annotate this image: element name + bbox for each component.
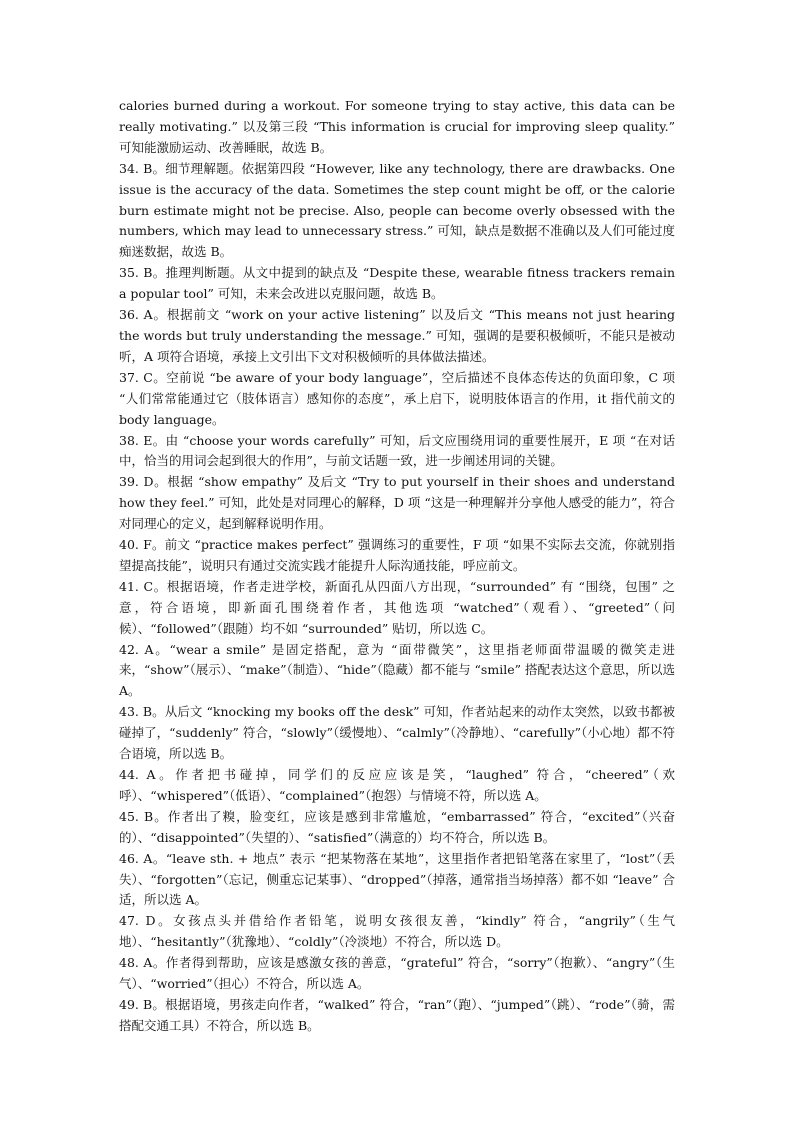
answer-39: 39. D。根据 “show empathy” 及后文 “Try to put yourself in their shoes and understand how they feel.” 可知，此处是对同理心的解释，D 项 “这是一种理解并分享他人感受的能力”，符合对同理心的定义，起到解释说明作用。 bbox=[119, 474, 675, 532]
answer-46: 46. A。“leave sth. + 地点” 表示 “把某物落在某地”，这里指作者把铅笔落在家里了，“lost”（丢失）、“forgotten”（忘记，侧重忘记某事）、“dropped”（掉落，通常指当场掉落）都不如 “leave” 合适，所以选 A。 bbox=[119, 850, 675, 908]
answer-47: 47. D。女孩点头并借给作者铅笔，说明女孩很友善，“kindly” 符合，“angrily”（生气地）、“hesitantly”（犹豫地）、“coldly”（冷淡地）不符合，所以选 D。 bbox=[119, 913, 675, 950]
answer-48: 48. A。作者得到帮助，应该是感激女孩的善意，“grateful” 符合，“sorry”（抱歉）、“angry”（生气）、“worried”（担心）不符合，所以选 A。 bbox=[119, 955, 675, 992]
answer-44: 44. A。作者把书碰掉，同学们的反应应该是笑，“laughed” 符合，“cheered”（欢呼）、“whispered”（低语）、“complained”（抱怨）与情境不符，所以选 A。 bbox=[119, 767, 675, 803]
paragraph-continuation: calories burned during a workout. For someone trying to stay active, this data can be really motivating.” 以及第三段 “This information is crucial for improving sleep quality.” 可知能激励运动、改善睡眠，故选 B。 bbox=[119, 98, 675, 155]
answer-43: 43. B。从后文 “knocking my books off the desk” 可知，作者站起来的动作太突然，以致书都被碰掉了，“suddenly” 符合，“slowly”（缓慢地）、“calmly”（冷静地）、“carefully”（小心地）都不符合语境，所以选 B。 bbox=[119, 704, 675, 762]
answer-45: 45. B。作者出了糗，脸变红，应该是感到非常尴尬，“embarrassed” 符合，“excited”（兴奋的）、“disappointed”（失望的）、“satisfied”（满意的）均不符合，所以选 B。 bbox=[119, 808, 675, 845]
answer-38: 38. E。由 “choose your words carefully” 可知，后文应围绕用词的重要性展开，E 项 “在对话中，恰当的用词会起到很大的作用”，与前文话题一致，进一步阐述用词的关键。 bbox=[119, 432, 675, 469]
answer-explanations bbox=[119, 96, 675, 1037]
answer-35: 35. B。推理判断题。从文中提到的缺点及 “Despite these, wearable fitness trackers remain a popular tool” 可知，未来会改进以克服问题，故选 B。 bbox=[119, 265, 675, 302]
answer-40: 40. F。前文 “practice makes perfect” 强调练习的重要性，F 项 “如果不实际去交流，你就别指望提高技能”，说明只有通过交流实践才能提升人际沟通技能，呼应前文。 bbox=[119, 537, 675, 573]
answer-34: 34. B。细节理解题。依据第四段 “However, like any technology, there are drawbacks. One issue is the accuracy of the data. Sometimes the step count might be off, or the calorie burn estimate might not be precise. Also, people can become overly obsessed with the numbers, which may lead to unnecessary stress.” 可知，缺点是数据不准确以及人们可能过度痴迷数据，故选 B。 bbox=[119, 160, 675, 260]
answer-36: 36. A。根据前文 “work on your active listening” 以及后文 “This means not just hearing the words but truly understanding the message.” 可知，强调的是要积极倾听，不能只是被动听，A 项符合语境，承接上文引出下文对积极倾听的具体做法描述。 bbox=[119, 307, 675, 364]
answer-49: 49. B。根据语境，男孩走向作者，“walked” 符合，“ran”（跑）、“jumped”（跳）、“rode”（骑，需搭配交通工具）不符合，所以选 B。 bbox=[119, 996, 675, 1033]
answer-37: 37. C。空前说 “be aware of your body language”，空后描述不良体态传达的负面印象，C 项 “人们常常能通过它（肢体语言）感知你的态度”，承上启下，说明肢体语言的作用，it 指代前文的 body language。 bbox=[119, 369, 675, 427]
answer-41: 41. C。根据语境，作者走进学校，新面孔从四面八方出现，“surrounded” 有 “围绕，包围” 之意，符合语境，即新面孔围绕着作者，其他选项 “watched”（观看）、“greeted”（问候）、“followed”（跟随）均不如 “surrounded” 贴切，所以选 C。 bbox=[119, 578, 675, 636]
answer-42: 42. A。“wear a smile” 是固定搭配，意为 “面带微笑”，这里指老师面带温暖的微笑走进来，“show”（展示）、“make”（制造）、“hide”（隐藏）都不能与 “smile” 搭配表达这个意思，所以选 A。 bbox=[119, 641, 675, 699]
